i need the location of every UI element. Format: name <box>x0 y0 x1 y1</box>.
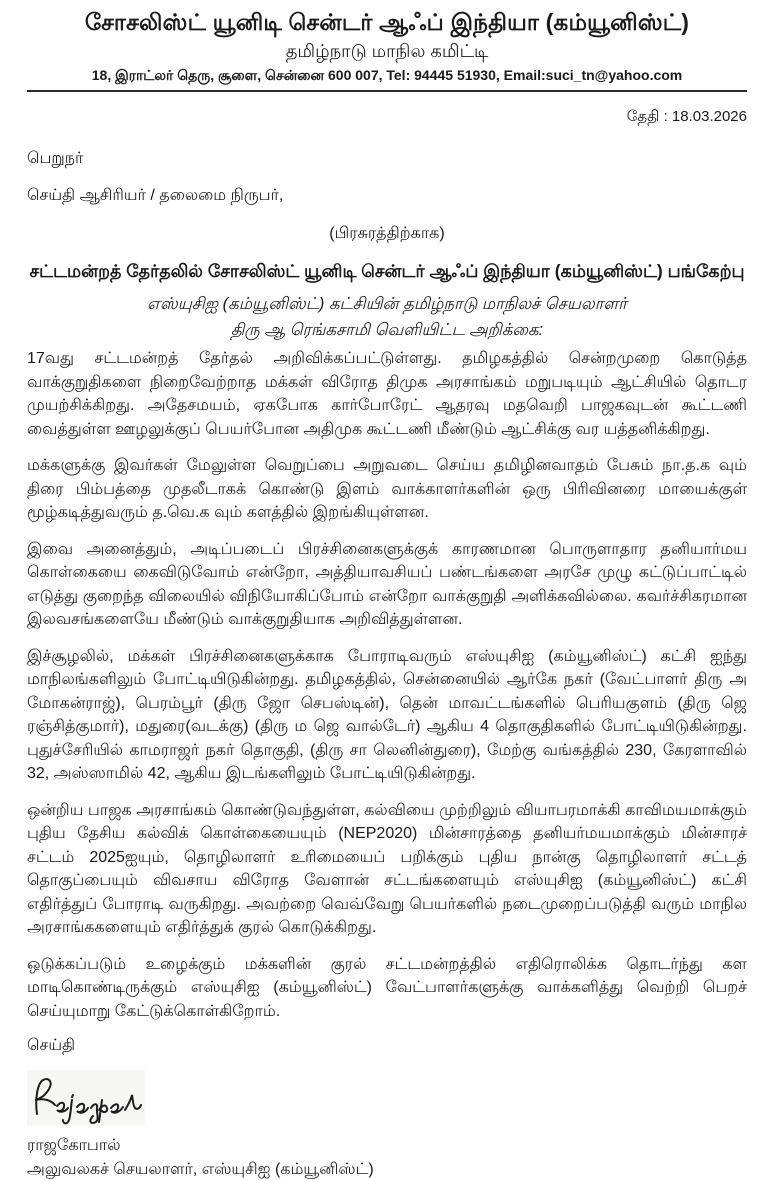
committee-name: தமிழ்நாடு மாநில கமிட்டி <box>285 40 489 61</box>
date-line: தேதி : 18.03.2026 <box>626 107 747 125</box>
signature-image <box>27 1070 145 1126</box>
paragraph-4: இச்சூழலில், மக்கள் பிரச்சினைகளுக்காக போராடிவரும் எஸ்யுசிஐ (கம்யூனிஸ்ட்) கட்சி ஐந்து மாநிலங்களிலும் போட்டியிடுகின்றது. தமிழகத்தில், சென்னையில் ஆர்கே நகர் (வேட்பாளர் திரு அ மோகன்ராஜ்), பெரம்பூர் (திரு ஜோ செபஸ்டின்), தென் மாவட்டங்களில் பெரியகுளம் (திரு ஜெ ரஞ்சித்குமார்), மதுரை(வடக்கு) (திரு ம ஜெ வால்டேர்) ஆகிய 4 தொகுதிகளில் போட்டியிடுகின்றது. புதுச்சேரியில் காமராஜர் நகர் தொகுதி, (திரு சா லெனின்துரை), மேற்கு வங்கத்தில் 230, கேரளாவில் 32, அஸ்ஸாமில் 42, ஆகிய இடங்களிலும் போட்டியிடுகின்றது. <box>27 647 747 783</box>
paragraph-1: 17வது சட்டமன்றத் தேர்தல் அறிவிக்கப்பட்டுள்ளது. தமிழகத்தில் சென்றமுறை கொடுத்த வாக்குறுதிகளை நிறைவேற்றாத மக்கள் விரோத திமுக அரசாங்கம் மறுபடியும் ஆட்சியில் தொடர முயற்சிக்கிறது. அதேசமயம், ஏகபோக கார்போரேட் ஆதரவு மதவெறி பாஜகவுடன் கூட்டணி வைத்துள்ள ஊழலுக்குப் பெயர்போன அதிமுக கூட்டணி மீண்டும் ஆட்சிக்கு வர யத்தனிக்கிறது. <box>27 350 747 438</box>
paragraph-3: இவை அனைத்தும், அடிப்படைப் பிரச்சினைகளுக்குக் காரணமான பொருளாதார தனியார்மய கொள்கையை கைவிடுவோம் என்றோ, அத்தியாவசியப் பண்டங்களை அரசே முழு கட்டுப்பாட்டில் எடுத்து குறைந்த விலையில் விநியோகிப்போம் என்றோ வாக்குறுதி அளிக்கவில்லை. கவர்ச்சிகரமான இலவசங்களையே மீண்டும் வாக்குறுதியாக அறிவித்துள்ளன. <box>27 540 748 629</box>
headline: சட்டமன்றத் தேர்தலில் சோசலிஸ்ட் யூனிடி சென்டர் ஆஃப் இந்தியா (கம்யூனிஸ்ட்) பங்கேற்பு <box>29 260 745 281</box>
paragraph-2: மக்களுக்கு இவர்கள் மேலுள்ள வெறுப்பை அறுவடை செய்ய தமிழினவாதம் பேசும் நா.த.க வும் திரை பிம்பத்தை முதலீடாகக் கொண்டு இளம் வாக்காளர்களின் ஒரு பிரிவினரை மாயைக்குள் மூழ்கடித்துவரும் த.வெ.க வும் களத்தில் இறங்கியுள்ளன. <box>27 457 747 522</box>
subheading-line-2: திரு ஆ ரெங்கசாமி வெளியிட்ட அறிக்கை: <box>230 320 544 339</box>
letterhead <box>27 8 747 85</box>
subheading-block <box>27 292 747 343</box>
recipient-addressee: செய்தி ஆசிரியர் / தலைமை நிருபர், <box>27 186 284 204</box>
for-publication-note: (பிரசுரத்திற்காக) <box>329 224 445 242</box>
body-copy <box>27 347 747 1023</box>
letterhead-divider <box>27 90 747 92</box>
signatory-name: ராஜகோபால் <box>27 1137 121 1155</box>
signatory-title: அலுவலகச் செயலாளர், எஸ்யுசிஐ (கம்யூனிஸ்ட்) <box>27 1161 374 1179</box>
paragraph-6: ஒடுக்கப்படும் உழைக்கும் மக்களின் குரல் சட்டமன்றத்தில் எதிரொலிக்க தொடர்ந்து கள மாடிகொண்டிருக்கும் எஸ்யுசிஐ (கம்யூனிஸ்ட்) வேட்பாளர்களுக்கு வாக்களித்து வெற்றி பெறச் செய்யுமாறு கேட்டுக்கொள்கிறோம். <box>27 955 747 1020</box>
subheading-line-1: எஸ்யுசிஐ (கம்யூனிஸ்ட்) கட்சியின் தமிழ்நாடு மாநிலச் செயலாளர் <box>147 295 627 314</box>
recipient-label: பெறுநர் <box>27 149 84 167</box>
paragraph-5: ஒன்றிய பாஜக அரசாங்கம் கொண்டுவந்துள்ள, கல்வியை முற்றிலும் வியாபரமாக்கி காவிமயமாக்கும் புதிய தேசிய கல்விக் கொள்கையையும் (NEP2020) மின்சாரத்தை தனியர்மயமாக்கும் மின்சாரச் சட்டம் 2025ஐயும், தொழிலாளர் உரிமையைப் பறிக்கும் புதிய நான்கு தொழிலாளர் சட்டத் தொகுப்பையும் விவசாய விரோத வேளான் சட்டங்களையும் எஸ்யுசிஐ (கம்யூனிஸ்ட்) கட்சி எதிர்த்துப் போராடி வருகிறது. அவற்றை வெவ்வேறு பெயர்களில் நடைமுறைப்படுத்தி வரும் மாநில அரசாங்ககளையும் எதிர்த்துக் குரல் கொடுக்கிறது. <box>27 801 747 937</box>
closing-label: செய்தி <box>27 1037 76 1055</box>
organization-name: சோசலிஸ்ட் யூனிடி சென்டர் ஆஃப் இந்தியா (கம்யூனிஸ்ட்) <box>84 9 690 35</box>
address-line: 18, இராட்லர் தெரு, சூளை, சென்னை 600 007, Tel: 94445 51930, Email:suci_tn@yahoo.com <box>91 67 683 84</box>
